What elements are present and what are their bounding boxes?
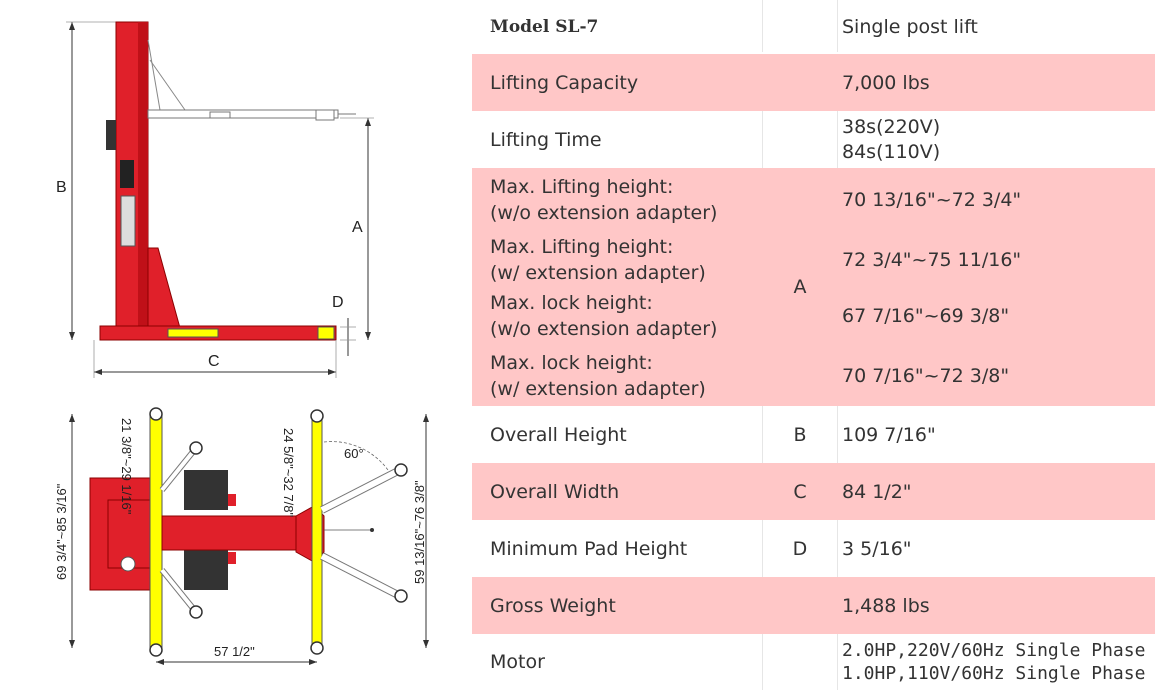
label-arm-right: 24 5/8"~32 7/8"	[281, 428, 296, 518]
right-leg	[312, 416, 322, 648]
main-beam	[162, 516, 308, 550]
value-overall-width: 84 1/2"	[842, 480, 912, 503]
label-max-lock-w	[490, 350, 760, 402]
value-overall-height: 109 7/16"	[842, 423, 936, 446]
pad-bottom	[184, 550, 228, 590]
motor-220: 2.0HP,220V/60Hz Single Phase	[842, 640, 1146, 661]
row-gross-weight	[472, 577, 1155, 634]
value-gross-weight: 1,488 lbs	[842, 594, 930, 617]
label-max-lift-wo	[490, 174, 760, 226]
lift-drawing	[0, 0, 470, 690]
lifting-time-220: 38s(220V)	[842, 115, 941, 138]
header-row	[472, 0, 1155, 54]
label-line: Max. Lifting height:	[490, 236, 674, 258]
lift-diagram	[0, 0, 470, 690]
label-motor: Motor	[490, 651, 545, 673]
value-max-lock-w: 70 7/16"~72 3/8"	[842, 365, 1010, 387]
value-min-pad-height: 3 5/16"	[842, 537, 912, 560]
row-group-a	[472, 168, 1155, 406]
left-leg	[150, 414, 162, 648]
code-a: A	[793, 276, 807, 298]
label-overall-height: Overall Height	[490, 423, 627, 446]
label-a: A	[352, 219, 363, 236]
model-type: Single post lift	[842, 16, 978, 38]
code-b: B	[793, 423, 807, 446]
label-line: (w/o extension adapter)	[490, 318, 718, 340]
row-lifting-time	[472, 111, 1155, 168]
value-max-lift-wo: 70 13/16"~72 3/4"	[842, 189, 1022, 211]
label-line: (w/o extension adapter)	[490, 202, 718, 224]
label-d: D	[332, 294, 344, 311]
code-c: C	[793, 480, 807, 503]
label-c: C	[208, 353, 220, 370]
label-left-height: 69 3/4"~85 3/16"	[54, 483, 69, 580]
row-motor	[472, 634, 1155, 690]
label-width-top: 57 1/2"	[214, 644, 255, 659]
pad-top	[184, 470, 228, 510]
row-overall-height	[472, 406, 1155, 463]
motor-110: 1.0HP,110V/60Hz Single Phase	[842, 663, 1146, 684]
label-max-lock-wo	[490, 290, 760, 342]
label-lifting-capacity: Lifting Capacity	[490, 71, 639, 94]
label-line: Max. lock height:	[490, 292, 653, 314]
value-lifting-capacity: 7,000 lbs	[842, 71, 930, 94]
control-box	[106, 120, 116, 150]
label-min-pad-height: Minimum Pad Height	[490, 537, 688, 560]
row-lifting-capacity	[472, 54, 1155, 111]
label-max-lift-w	[490, 234, 760, 286]
label-lifting-time: Lifting Time	[490, 128, 602, 151]
label-line: Max. Lifting height:	[490, 176, 674, 198]
row-min-pad-height	[472, 520, 1155, 577]
lifting-time-110: 84s(110V)	[842, 140, 941, 163]
label-line: (w/ extension adapter)	[490, 262, 706, 284]
spec-table	[472, 0, 1155, 690]
value-max-lift-w: 72 3/4"~75 11/16"	[842, 249, 1022, 271]
value-motor	[842, 634, 1155, 690]
label-line: Max. lock height:	[490, 352, 653, 374]
label-overall-width: Overall Width	[490, 480, 620, 503]
label-b: B	[56, 179, 67, 196]
value-max-lock-wo: 67 7/16"~69 3/8"	[842, 305, 1010, 327]
arm	[148, 110, 338, 118]
row-overall-width	[472, 463, 1155, 520]
label-arm-left: 21 3/8"~29 1/16"	[119, 418, 134, 515]
label-angle: 60°	[344, 446, 364, 461]
label-right-height: 59 13/16"~76 3/8"	[412, 480, 427, 584]
label-line: (w/ extension adapter)	[490, 378, 706, 400]
value-lifting-time	[842, 111, 1155, 168]
label-gross-weight: Gross Weight	[490, 594, 616, 617]
model-name: Model SL-7	[490, 17, 599, 37]
code-d: D	[792, 537, 808, 560]
